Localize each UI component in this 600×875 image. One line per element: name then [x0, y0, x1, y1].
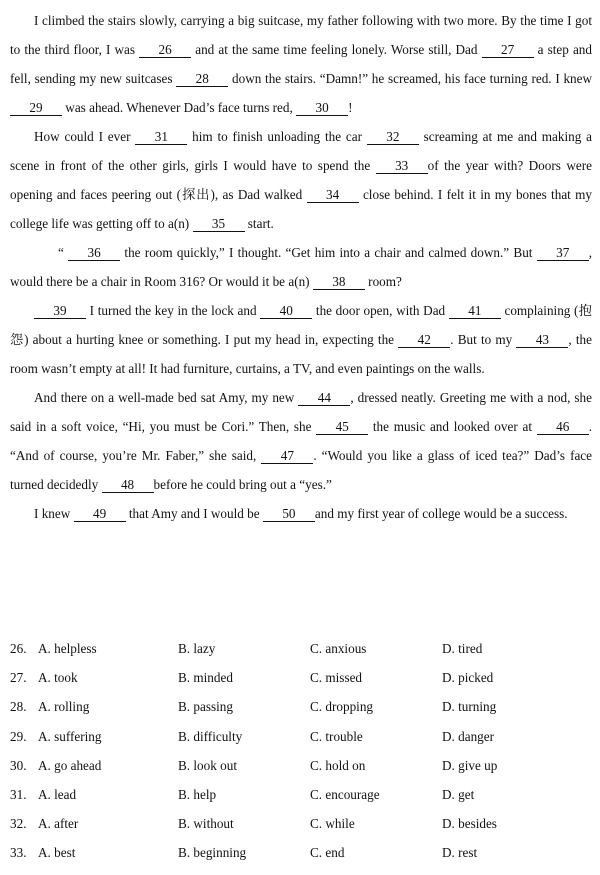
option-a: A. took — [38, 670, 78, 686]
blank-42: 42 — [398, 332, 450, 348]
blank-45: 45 — [316, 419, 368, 435]
option-c: C. dropping — [310, 699, 374, 715]
text: a step and fell, sending my new suitcases — [10, 42, 592, 86]
text: the music and looked over at — [372, 419, 532, 434]
text: that Amy and I would be — [128, 506, 260, 521]
option-row-29 — [10, 729, 592, 758]
option-d: D. tired — [442, 641, 483, 656]
blank-27: 27 — [482, 42, 534, 58]
option-row-30 — [10, 758, 592, 787]
option-b: B. help — [178, 786, 217, 802]
blank-28: 28 — [176, 71, 228, 87]
blank-39: 39 — [34, 303, 86, 319]
text: , would there be a chair in Room 316? Or would it be a(n) — [10, 245, 593, 289]
option-d: D. turning — [442, 699, 497, 715]
text: before he could bring out a “yes.” — [153, 477, 332, 492]
blank-30: 30 — [296, 100, 348, 116]
text: and at the same time feeling lonely. Worse still, Dad — [195, 42, 478, 57]
blank-33: 33 — [376, 158, 428, 174]
option-d: D. give up — [442, 757, 498, 773]
blank-46: 46 — [537, 419, 589, 435]
option-c: C. anxious — [310, 641, 367, 656]
option-d: D. picked — [442, 670, 494, 686]
text: room? — [368, 274, 402, 289]
text: complaining (抱怨) about a hurting knee or something. I put my head in, expecting the — [10, 303, 592, 347]
blank-26: 26 — [139, 42, 191, 58]
text: ! — [348, 100, 353, 115]
text: close behind. I felt it in my bones that my college life was getting off to a(n) — [10, 187, 593, 231]
option-row-33 — [10, 845, 592, 874]
blank-38: 38 — [313, 274, 365, 290]
blank-31: 31 — [135, 129, 187, 145]
option-a: A. lead — [38, 786, 77, 802]
text: I knew — [34, 506, 71, 521]
blank-34: 34 — [307, 187, 359, 203]
text: the room quickly,” I thought. “Get him into a chair and calmed down.” But — [124, 245, 533, 260]
blank-49: 49 — [74, 506, 126, 522]
option-a: A. best — [38, 845, 76, 861]
option-c: C. missed — [310, 670, 363, 686]
option-b: B. without — [178, 816, 234, 832]
text: , the room wasn’t empty at all! It had furniture, curtains, a TV, and even paintings on the walls. — [10, 332, 593, 376]
option-row-31 — [10, 787, 592, 816]
option-c: C. end — [310, 845, 345, 861]
text: , dressed neatly. Greeting me with a nod, she said in a soft voice, “Hi, you must be Cori.” Then, she — [10, 390, 592, 434]
text: I turned the key in the lock and — [89, 303, 257, 318]
question-number: 30. — [10, 757, 27, 773]
option-c: C. trouble — [310, 728, 363, 744]
paragraph-4 — [10, 296, 592, 383]
blank-47: 47 — [261, 448, 313, 464]
text: down the stairs. “Damn!” he screamed, his face turning red. I knew — [232, 71, 593, 86]
paragraph-3 — [10, 238, 592, 296]
text: start. — [247, 216, 274, 231]
option-a: A. helpless — [38, 641, 97, 656]
option-b: B. passing — [178, 699, 233, 715]
text: . “Would you like a glass of iced tea?” Dad’s face turned decidedly — [10, 448, 593, 492]
option-d: D. danger — [442, 728, 494, 744]
option-c: C. hold on — [310, 757, 366, 773]
cloze-passage — [10, 6, 592, 528]
blank-29: 29 — [10, 100, 62, 116]
blank-48: 48 — [102, 477, 154, 493]
option-d: D. besides — [442, 816, 497, 832]
option-a: A. rolling — [38, 699, 90, 715]
text: How could I ever — [34, 129, 131, 144]
blank-43: 43 — [516, 332, 568, 348]
option-c: C. encourage — [310, 786, 380, 802]
option-row-28 — [10, 699, 592, 728]
question-number: 32. — [10, 816, 27, 832]
question-number: 29. — [10, 728, 27, 744]
blank-37: 37 — [537, 245, 589, 261]
paragraph-2 — [10, 122, 592, 238]
question-number: 31. — [10, 786, 27, 802]
blank-50: 50 — [263, 506, 315, 522]
option-b: B. difficulty — [178, 728, 243, 744]
question-number: 33. — [10, 845, 27, 861]
option-a: A. after — [38, 816, 79, 832]
option-b: B. look out — [178, 757, 237, 773]
text: screaming at me and making a scene in front of the other girls, girls I would have to spend the — [10, 129, 593, 173]
paragraph-5 — [10, 383, 592, 499]
blank-44: 44 — [298, 390, 350, 406]
option-b: B. lazy — [178, 641, 216, 656]
blank-41: 41 — [449, 303, 501, 319]
option-a: A. suffering — [38, 728, 102, 744]
blank-40: 40 — [260, 303, 312, 319]
text: him to finish unloading the car — [192, 129, 362, 144]
option-c: C. while — [310, 816, 355, 832]
answer-options — [10, 641, 592, 875]
question-number: 26. — [10, 641, 27, 656]
blank-32: 32 — [367, 129, 419, 145]
option-d: D. rest — [442, 845, 478, 861]
option-a: A. go ahead — [38, 757, 102, 773]
text: And there on a well-made bed sat Amy, my new — [34, 390, 295, 405]
text: the door open, with Dad — [315, 303, 446, 318]
text: I climbed the stairs slowly, carrying a big suitcase, my father following with two more. By the time I got to the third floor, I was — [10, 13, 592, 57]
option-b: B. minded — [178, 670, 233, 686]
option-b: B. beginning — [178, 845, 247, 861]
text: was ahead. Whenever Dad’s face turns red, — [65, 100, 293, 115]
option-row-32 — [10, 816, 592, 845]
text: . “And of course, you’re Mr. Faber,” she said, — [10, 419, 592, 463]
text: “ — [58, 245, 64, 260]
paragraph-6 — [10, 499, 592, 528]
text: . But to my — [450, 332, 513, 347]
option-row-27 — [10, 670, 592, 699]
question-number: 28. — [10, 699, 27, 715]
text: of the year with? Doors were opening and faces peering out (探出), as Dad walked — [10, 158, 592, 202]
option-d: D. get — [442, 786, 475, 802]
question-number: 27. — [10, 670, 27, 686]
option-row-26 — [10, 641, 592, 670]
blank-35: 35 — [193, 216, 245, 232]
text: and my first year of college would be a success. — [314, 506, 568, 521]
paragraph-1 — [10, 6, 592, 122]
blank-36: 36 — [68, 245, 120, 261]
